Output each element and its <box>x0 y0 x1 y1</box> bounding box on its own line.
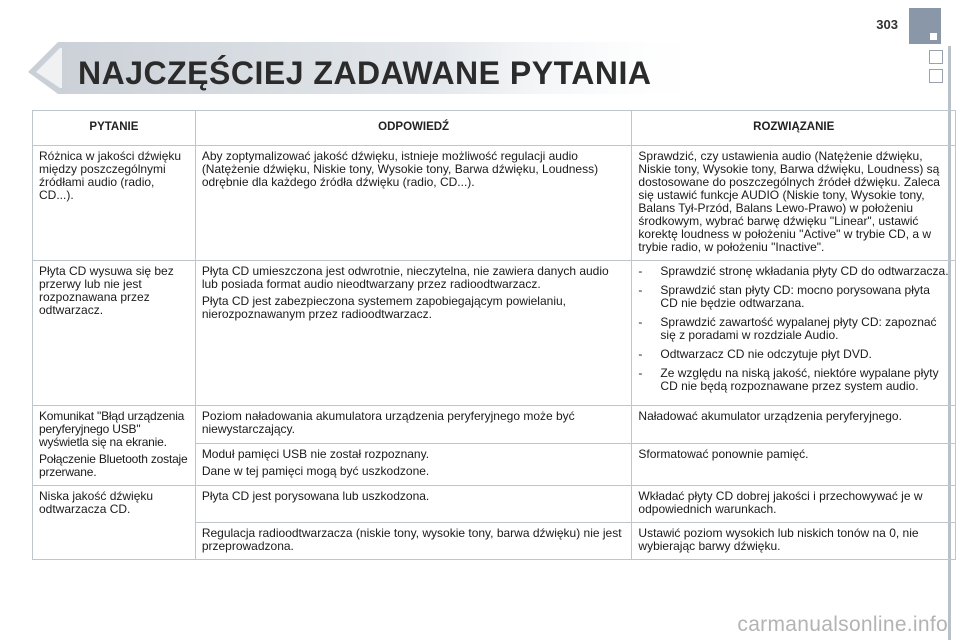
answer-cell: Poziom naładowania akumulatora urządzenia peryferyjnego może być niewystarczający. <box>195 406 632 444</box>
answer-paragraph: Płyta CD umieszczona jest odwrotnie, nieczytelna, nie zawiera danych audio lub posiada format audio nieodtwarzany przez radioodtwarzacz. <box>201 264 609 291</box>
question-cell: Płyta CD wysuwa się bez przerwy lub nie jest rozpoznawana przez odtwarzacz. <box>33 261 196 406</box>
solution-cell: Wkładać płyty CD dobrej jakości i przechowywać je w odpowiednich warunkach. <box>632 486 956 523</box>
title-banner <box>28 42 718 102</box>
question-paragraph: Połączenie Bluetooth zostaje przerwane. <box>39 452 188 479</box>
header-answer: ODPOWIEDŹ <box>195 111 632 146</box>
page-number: 303 <box>876 17 898 32</box>
corner-tab <box>909 8 941 44</box>
solution-list <box>638 265 949 393</box>
answer-cell <box>195 261 632 406</box>
answer-paragraph: Płyta CD jest zabezpieczona systemem zapobiegającym powielaniu, nierozpoznawanym przez radioodtwarzacz. <box>201 294 566 321</box>
table-row <box>33 486 956 523</box>
solution-item: - Sprawdzić stan płyty CD: mocno porysowana płyta CD nie będzie odtwarzana. <box>638 284 949 310</box>
question-cell <box>33 406 196 486</box>
header-question: PYTANIE <box>33 111 196 146</box>
solution-item: - Odtwarzacz CD nie odczytuje płyt DVD. <box>638 348 949 361</box>
table-header-row <box>33 111 956 146</box>
solution-item: - Sprawdzić zawartość wypalanej płyty CD: zapoznać się z poradami w rozdziale Audio. <box>638 316 949 342</box>
answer-cell <box>195 443 632 485</box>
answer-cell: Aby zoptymalizować jakość dźwięku, istnieje możliwość regulacji audio (Natężenie dźwięku, Niskie tony, Wysokie tony, Barwa dźwięku, Loudness) odrębnie dla każdego źródła dźwięku (radio, CD...). <box>195 146 632 261</box>
side-box <box>929 50 943 64</box>
table-row <box>33 406 956 444</box>
solution-cell: Ustawić poziom wysokich lub niskich tonów na 0, nie wybierając barwy dźwięku. <box>632 523 956 560</box>
header-solution: ROZWIĄZANIE <box>632 111 956 146</box>
faq-table <box>32 110 956 560</box>
question-cell: Różnica w jakości dźwięku między poszczególnymi źródłami audio (radio, CD...). <box>33 146 196 261</box>
table-row <box>33 261 956 406</box>
table-row <box>33 146 956 261</box>
answer-paragraph: Dane w tej pamięci mogą być uszkodzone. <box>201 463 430 478</box>
question-cell: Niska jakość dźwięku odtwarzacza CD. <box>33 486 196 560</box>
solution-cell: Naładować akumulator urządzenia peryferyjnego. <box>632 406 956 444</box>
side-boxes <box>929 50 943 88</box>
solution-cell: Sformatować ponownie pamięć. <box>632 443 956 485</box>
watermark: carmanualsonline.info <box>737 613 948 636</box>
corner-tab-mark <box>930 33 937 40</box>
solution-item: - Ze względu na niską jakość, niektóre wypalane płyty CD nie będą rozpoznawane przez system audio. <box>638 367 949 393</box>
side-box <box>929 69 943 83</box>
solution-cell: Sprawdzić, czy ustawienia audio (Natężenie dźwięku, Niskie tony, Wysokie tony, Barwa dźwięku, Loudness) są dostosowane do poszczególnych źródeł dźwięku. Zaleca się ustawić funkcje AUDIO (Niskie tony, Wysokie tony, Balans Tył-Przód, Balans Lewo-Prawo) w położeniu środkowym, wybrać barwę dźwięku "Linear", ustawić korektę loudness w położeniu "Active" w trybie CD, a w trybie radio, w położeniu "Inactive". <box>632 146 956 261</box>
page-title: NAJCZĘŚCIEJ ZADAWANE PYTANIA <box>78 55 652 91</box>
answer-cell: Regulacja radioodtwarzacza (niskie tony, wysokie tony, barwa dźwięku) nie jest przeprowadzona. <box>195 523 632 560</box>
answer-cell: Płyta CD jest porysowana lub uszkodzona. <box>195 486 632 523</box>
answer-paragraph: Moduł pamięci USB nie został rozpoznany. <box>201 446 430 461</box>
question-paragraph: Komunikat "Błąd urządzenia peryferyjnego USB" wyświetla się na ekranie. <box>39 409 185 449</box>
solution-item: - Sprawdzić stronę wkładania płyty CD do odtwarzacza. <box>638 265 949 278</box>
solution-cell <box>632 261 956 406</box>
